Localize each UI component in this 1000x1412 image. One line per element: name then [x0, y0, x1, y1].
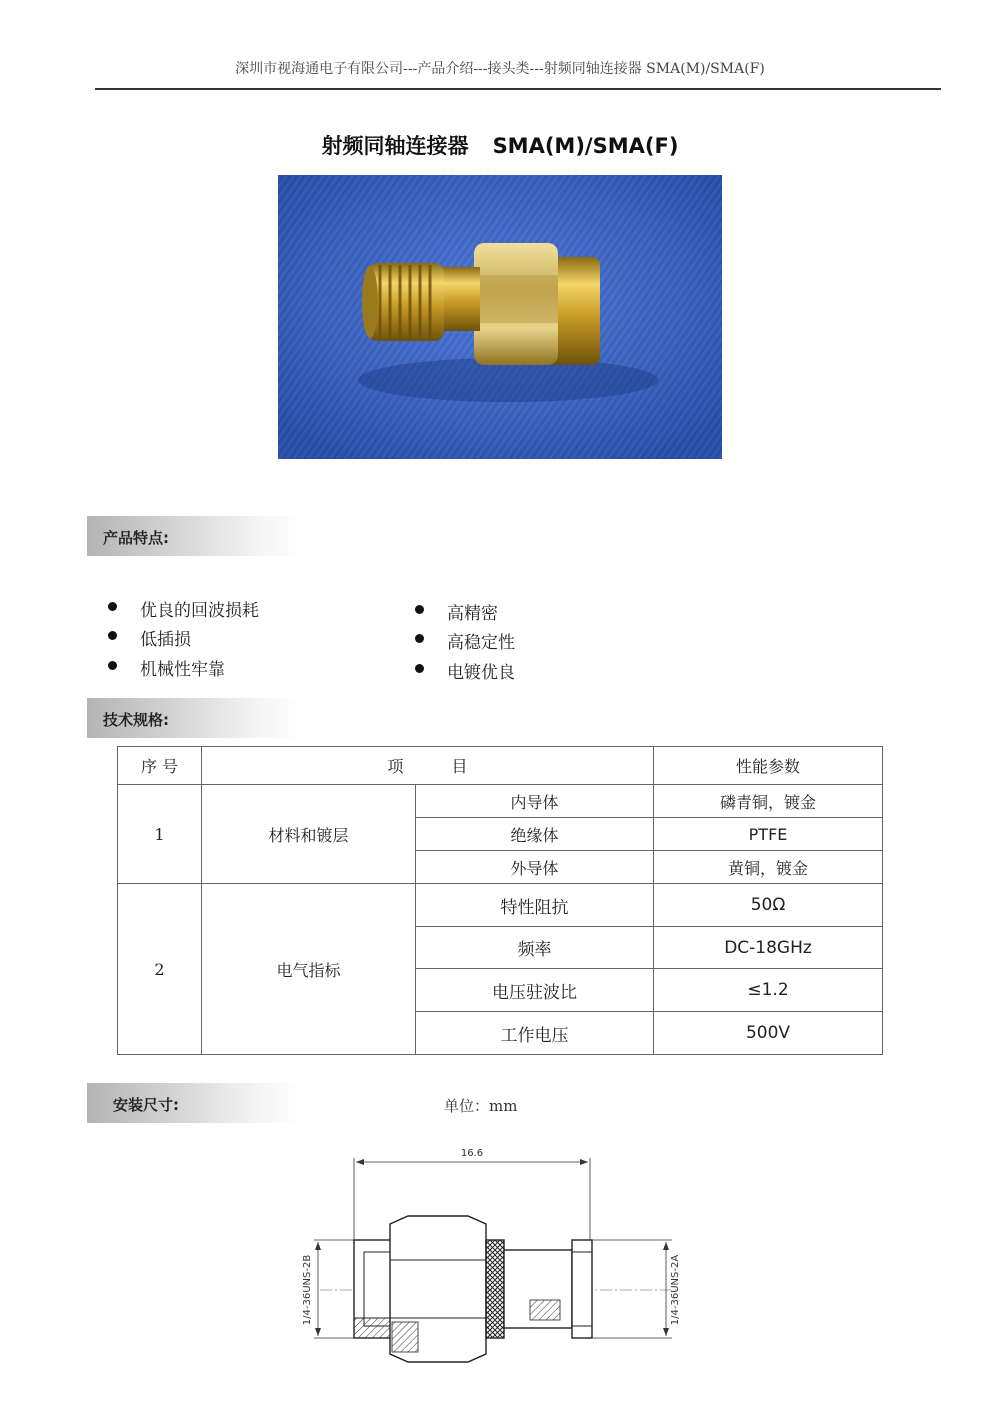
spec-value: 磷青铜，镀金: [654, 785, 883, 818]
document-title: [0, 130, 1000, 160]
spec-item: 频率: [416, 927, 654, 969]
install-section-header: [87, 1083, 305, 1123]
thread-left-label: 1/4-36UNS-2B: [302, 1254, 313, 1326]
group-category: 材料和镀层: [202, 785, 416, 884]
features-section-header: [87, 516, 305, 556]
spec-item: 外导体: [416, 851, 654, 884]
bullet-icon: [415, 664, 424, 673]
group-category: 电气指标: [202, 884, 416, 1055]
header-no: 序 号: [118, 747, 202, 785]
bullet-icon: [415, 634, 424, 643]
length-dimension: 16.6: [460, 1148, 484, 1159]
page-header: 深圳市视海通电子有限公司---产品介绍---接头类---射频同轴连接器 SMA(M)/SMA(F): [235, 61, 765, 77]
table-row: [118, 785, 883, 818]
bullet-icon: [108, 631, 117, 640]
spec-value: DC-18GHz: [654, 927, 883, 969]
spec-value: 黄铜，镀金: [654, 851, 883, 884]
specs-section-label: 技术规格:: [103, 711, 169, 729]
header-divider: [95, 88, 941, 90]
spec-item: 特性阻抗: [416, 884, 654, 927]
header-item: 项 目: [202, 747, 654, 785]
spec-item: 工作电压: [416, 1012, 654, 1055]
unit-label: 单位：mm: [444, 1097, 518, 1115]
header-perf: 性能参数: [654, 747, 883, 785]
title-model: SMA(M)/SMA(F): [492, 134, 679, 158]
spec-value: ≤1.2: [654, 969, 883, 1012]
bullet-icon: [108, 602, 117, 611]
bullet-icon: [108, 661, 117, 670]
spec-value: 500V: [654, 1012, 883, 1055]
thread-right-label: 1/4-36UNS-2A: [670, 1254, 681, 1326]
table-header-row: [118, 747, 883, 785]
group-number: 2: [118, 884, 202, 1055]
dimension-drawing: [280, 1140, 700, 1370]
spec-value: 50Ω: [654, 884, 883, 927]
spec-table: [117, 746, 883, 1055]
title-chinese: 射频同轴连接器: [321, 134, 469, 158]
spec-item: 电压驻波比: [416, 969, 654, 1012]
table-row: [118, 884, 883, 927]
install-section-label: 安装尺寸:: [113, 1096, 179, 1114]
features-section-label: 产品特点:: [103, 529, 169, 547]
bullet-icon: [415, 605, 424, 614]
product-photo: [278, 175, 722, 459]
specs-section-header: [87, 698, 305, 738]
group-number: 1: [118, 785, 202, 884]
spec-item: 绝缘体: [416, 818, 654, 851]
spec-item: 内导体: [416, 785, 654, 818]
spec-value: PTFE: [654, 818, 883, 851]
